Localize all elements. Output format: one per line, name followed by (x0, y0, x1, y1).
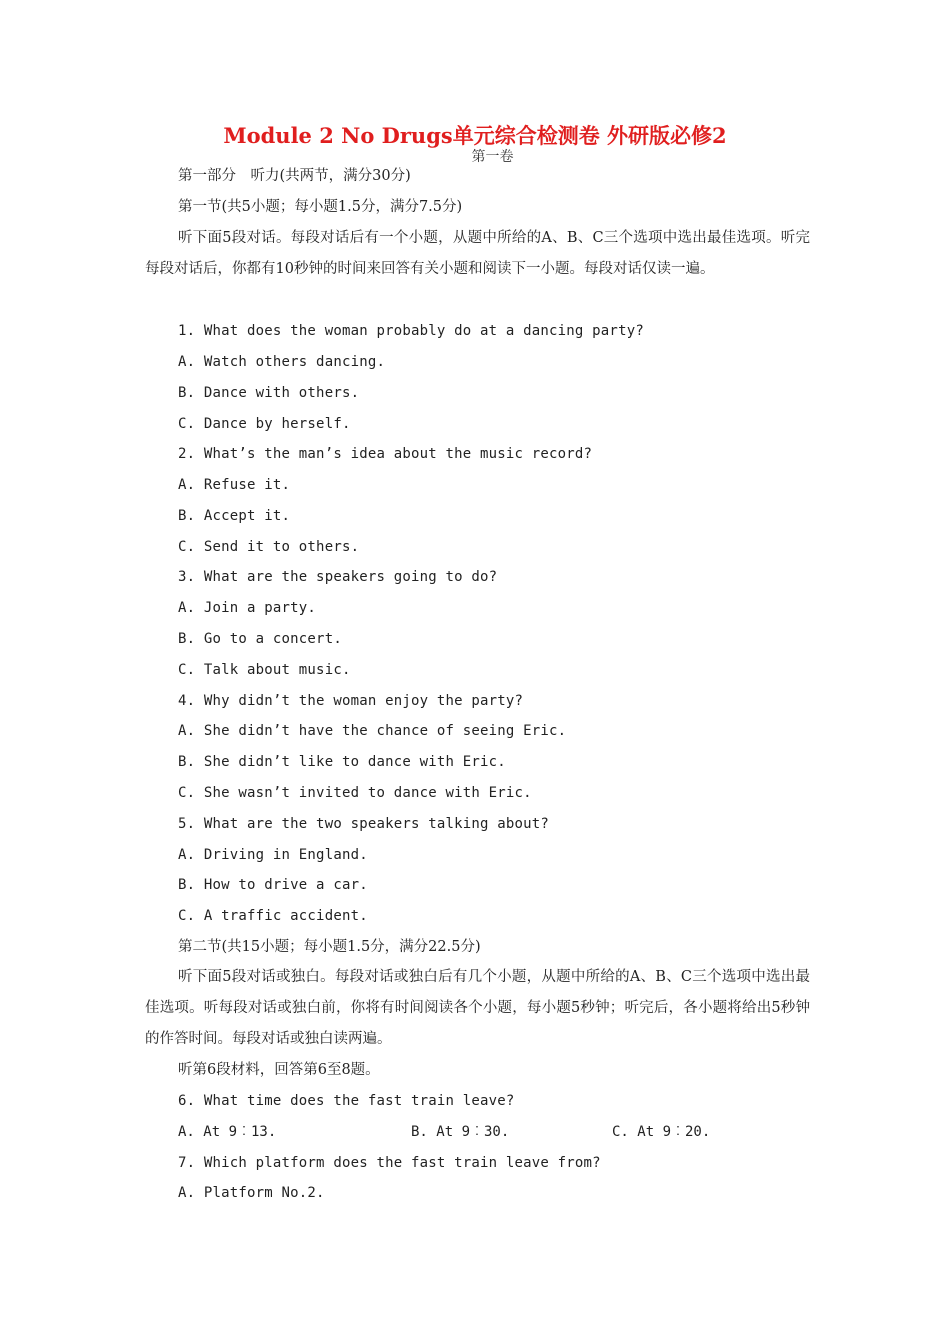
question-6: 6. What time does the fast train leave? (178, 1093, 515, 1109)
question-5: 5. What are the two speakers talking about? (178, 816, 550, 832)
material-6-instruction: 听第6段材料，回答第6至8题。 (178, 1062, 380, 1078)
question-5-option-b: B. How to drive a car. (178, 877, 368, 893)
document-title: Module 2 No Drugs单元综合检测卷 外研版必修2 (223, 123, 727, 148)
question-6-option-c: C. At 9︰20. (612, 1124, 711, 1140)
question-2: 2. What’s the man’s idea about the music record? (178, 446, 593, 462)
question-3: 3. What are the speakers going to do? (178, 569, 498, 585)
question-7: 7. Which platform does the fast train leave from? (178, 1155, 601, 1171)
section1-instructions: 听下面5段对话。每段对话后有一个小题，从题中所给的A、B、C三个选项中选出最佳选项。听完每段对话后，你都有10秒钟的时间来回答有关小题和阅读下一小题。每段对话仅读一遍。 (145, 230, 810, 277)
question-7-option-a: A. Platform No.2. (178, 1185, 325, 1201)
question-2-option-a: A. Refuse it. (178, 477, 291, 493)
question-1: 1. What does the woman probably do at a dancing party? (178, 323, 644, 339)
section1-heading: 第一节(共5小题；每小题1.5分，满分7.5分) (178, 199, 463, 215)
section2-instructions: 听下面5段对话或独白。每段对话或独白后有几个小题，从题中所给的A、B、C三个选项中选出最佳选项。听每段对话或独白前，你将有时间阅读各个小题，每小题5秒钟；听完后，各小题将给出5秒钟的作答时间。每段对话或独白读两遍。 (145, 969, 810, 1047)
volume-label: 第一卷 (471, 149, 514, 165)
question-3-option-a: A. Join a party. (178, 600, 317, 616)
question-3-option-b: B. Go to a concert. (178, 631, 342, 647)
question-6-option-a: A. At 9︰13. (178, 1124, 277, 1140)
question-4-option-a: A. She didn’t have the chance of seeing Eric. (178, 723, 567, 739)
section2-heading: 第二节(共15小题；每小题1.5分，满分22.5分) (178, 939, 481, 955)
part1-heading: 第一部分 听力(共两节，满分30分) (178, 168, 411, 184)
question-2-option-c: C. Send it to others. (178, 539, 360, 555)
question-2-option-b: B. Accept it. (178, 508, 291, 524)
question-6-option-b: B. At 9︰30. (411, 1124, 510, 1140)
question-5-option-a: A. Driving in England. (178, 847, 368, 863)
question-1-option-b: B. Dance with others. (178, 385, 360, 401)
question-6-options (178, 1121, 818, 1143)
question-4-option-b: B. She didn’t like to dance with Eric. (178, 754, 506, 770)
question-1-option-a: A. Watch others dancing. (178, 354, 386, 370)
question-4: 4. Why didn’t the woman enjoy the party? (178, 693, 524, 709)
question-1-option-c: C. Dance by herself. (178, 416, 351, 432)
question-5-option-c: C. A traffic accident. (178, 908, 368, 924)
question-4-option-c: C. She wasn’t invited to dance with Eric. (178, 785, 532, 801)
question-3-option-c: C. Talk about music. (178, 662, 351, 678)
